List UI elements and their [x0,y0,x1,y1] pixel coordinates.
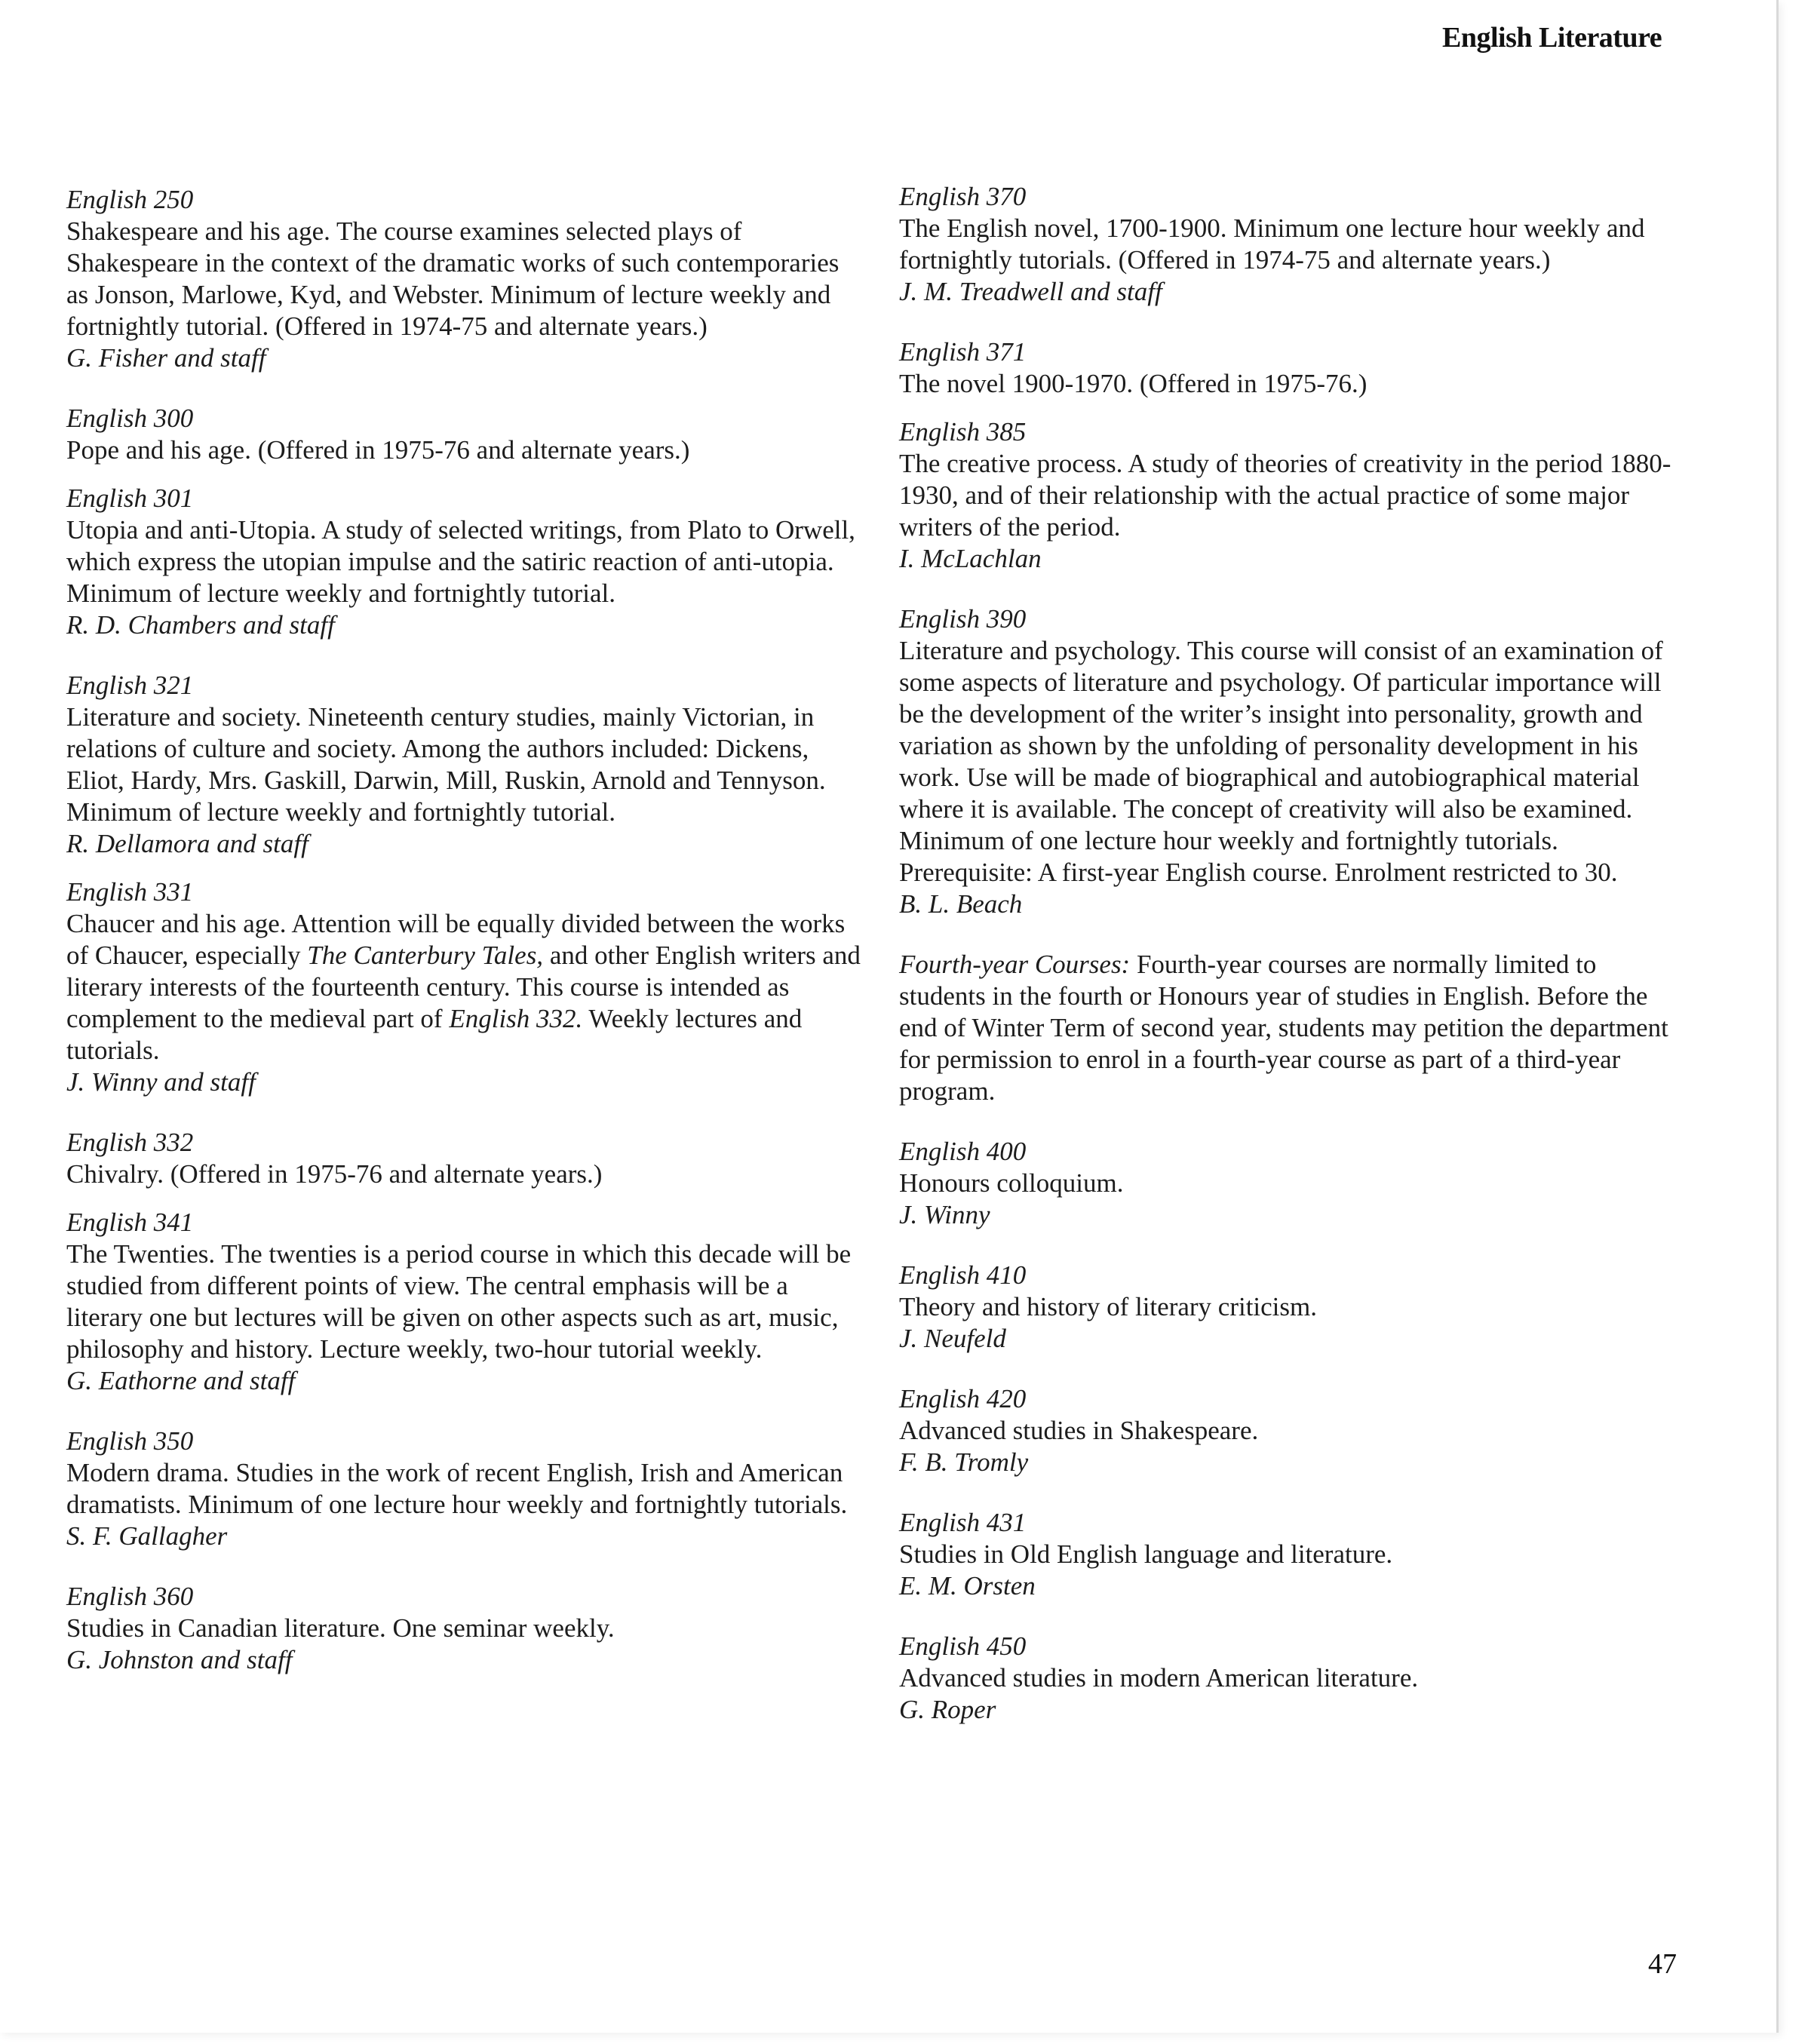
course-code: English 431 [899,1508,1027,1537]
page-number: 47 [1648,1948,1677,1980]
course-description: Pope and his age. (Offered in 1975-76 and alternate years.) [66,435,690,465]
description-text: Weekly lectures and tutorials. [66,1004,803,1065]
course-description: The English novel, 1700-1900. Minimum one lecture hour weekly and fortnightly tutorials. (Offered in 1974-75 and alternate years.) [899,213,1645,275]
course-instructor: B. L. Beach [899,889,1023,919]
course-code: English 341 [66,1208,194,1237]
course-code: English 420 [899,1384,1027,1413]
course-code: English 390 [899,604,1027,634]
course-code: English 370 [899,182,1027,211]
course-code: English 301 [66,483,194,513]
course-code: English 250 [66,185,194,214]
course-description: Studies in Old English language and literature. [899,1539,1393,1569]
course-description: The novel 1900-1970. (Offered in 1975-76.) [899,369,1368,398]
course-entry-english-400 [899,1136,1684,1231]
note-label: Fourth-year Courses: [899,950,1131,979]
course-code: English 385 [899,417,1027,447]
course-description: Theory and history of literary criticism. [899,1292,1318,1321]
course-entry-english-371 [899,336,1684,400]
course-description [66,908,866,1067]
course-entry-english-341 [66,1207,866,1397]
course-instructor: J. M. Treadwell and staff [899,277,1162,306]
course-code: English 371 [899,337,1027,367]
course-instructor: J. Winny [899,1200,990,1229]
left-column [66,184,866,1676]
note-text [899,949,1684,1107]
course-description: Honours colloquium. [899,1168,1124,1198]
course-instructor: G. Johnston and staff [66,1645,293,1674]
right-column [899,181,1684,1726]
course-instructor: G. Roper [899,1695,996,1724]
course-reference: English 332. [449,1004,583,1033]
course-code: English 400 [899,1137,1027,1166]
course-entry-english-420 [899,1383,1684,1478]
course-description: Studies in Canadian literature. One seminar weekly. [66,1613,615,1643]
course-entry-english-410 [899,1260,1684,1355]
note-body: Fourth-year courses are normally limited to students in the fourth or Honours year of studies in English. Before the end of Winter Term of second year, students may petition the department for permission to enrol in a fourth-year course as part of a third-year program. [899,950,1668,1106]
course-entry-english-370 [899,181,1684,308]
course-description: The creative process. A study of theories of creativity in the period 1880-1930, and of their relationship with the actual practice of some major writers of the period. [899,449,1671,542]
course-code: English 450 [899,1631,1027,1661]
course-code: English 350 [66,1426,194,1456]
book-title: The Canterbury Tales, [307,941,544,970]
course-entry-english-250 [66,184,866,374]
course-code: English 331 [66,877,194,907]
course-instructor: G. Eathorne and staff [66,1366,296,1395]
course-entry-english-385 [899,416,1684,575]
course-instructor: E. M. Orsten [899,1571,1036,1601]
course-code: English 321 [66,671,194,700]
course-instructor: S. F. Gallagher [66,1521,228,1551]
course-entry-english-360 [66,1581,866,1676]
page-header-title: English Literature [1442,22,1662,54]
course-entry-english-431 [899,1507,1684,1602]
course-code: English 360 [66,1582,194,1611]
course-instructor: G. Fisher and staff [66,343,266,373]
course-description: Modern drama. Studies in the work of recent English, Irish and American dramatists. Minimum of one lecture hour weekly and fortnightly tutorials. [66,1458,848,1519]
course-description: Shakespeare and his age. The course examines selected plays of Shakespeare in the context of the dramatic works of such contemporaries as Jonson, Marlowe, Kyd, and Webster. Minimum of lecture weekly and fortnightly tutorial. (Offered in 1974-75 and alternate years.) [66,216,840,341]
course-entry-english-331 [66,876,866,1098]
fourth-year-courses-note [899,949,1684,1107]
course-instructor: F. B. Tromly [899,1447,1029,1477]
course-entry-english-390 [899,603,1684,920]
course-instructor: I. McLachlan [899,544,1042,573]
course-instructor: R. Dellamora and staff [66,829,308,858]
course-instructor: R. D. Chambers and staff [66,610,335,640]
course-code: English 332 [66,1128,194,1157]
course-entry-english-300 [66,403,866,466]
course-entry-english-332 [66,1127,866,1190]
course-entry-english-450 [899,1631,1684,1726]
course-code: English 300 [66,404,194,433]
course-description: Advanced studies in modern American literature. [899,1663,1419,1693]
course-entry-english-350 [66,1426,866,1552]
description-text: and other English writers and literary interests of the fourteenth century. This course is intended as complement to the medieval part of [66,941,861,1033]
course-instructor: J. Neufeld [899,1324,1006,1353]
course-description: Utopia and anti-Utopia. A study of selected writings, from Plato to Orwell, which express the utopian impulse and the satiric reaction of anti-utopia. Minimum of lecture weekly and fortnightly tutorial. [66,515,855,608]
course-code: English 410 [899,1260,1027,1290]
course-description: Advanced studies in Shakespeare. [899,1416,1259,1445]
course-description: Literature and psychology. This course will consist of an examination of some aspects of literature and psychology. Of particular importance will be the development of the writer’s insight into personality, growth and variation as shown by the unfolding of personality development in his work. Use will be made of biographical and autobiographical material where it is available. The concept of creativity will also be examined. Minimum of one lecture hour weekly and fortnightly tutorials. Prerequisite: A first-year English course. Enrolment restricted to 30. [899,636,1663,887]
course-entry-english-321 [66,670,866,860]
course-instructor: J. Winny and staff [66,1067,256,1097]
course-description: The Twenties. The twenties is a period course in which this decade will be studied from different points of view. The central emphasis will be a literary one but lectures will be given on other aspects such as art, music, philosophy and history. Lecture weekly, two-hour tutorial weekly. [66,1239,852,1364]
course-description: Chivalry. (Offered in 1975-76 and alternate years.) [66,1159,603,1189]
description-text: Chaucer and his age. Attention will be equally divided between the works of Chaucer, especially [66,909,846,970]
course-entry-english-301 [66,483,866,641]
course-description: Literature and society. Nineteenth century studies, mainly Victorian, in relations of culture and society. Among the authors included: Dickens, Eliot, Hardy, Mrs. Gaskill, Darwin, Mill, Ruskin, Arnold and Tennyson. Minimum of lecture weekly and fortnightly tutorial. [66,702,826,827]
